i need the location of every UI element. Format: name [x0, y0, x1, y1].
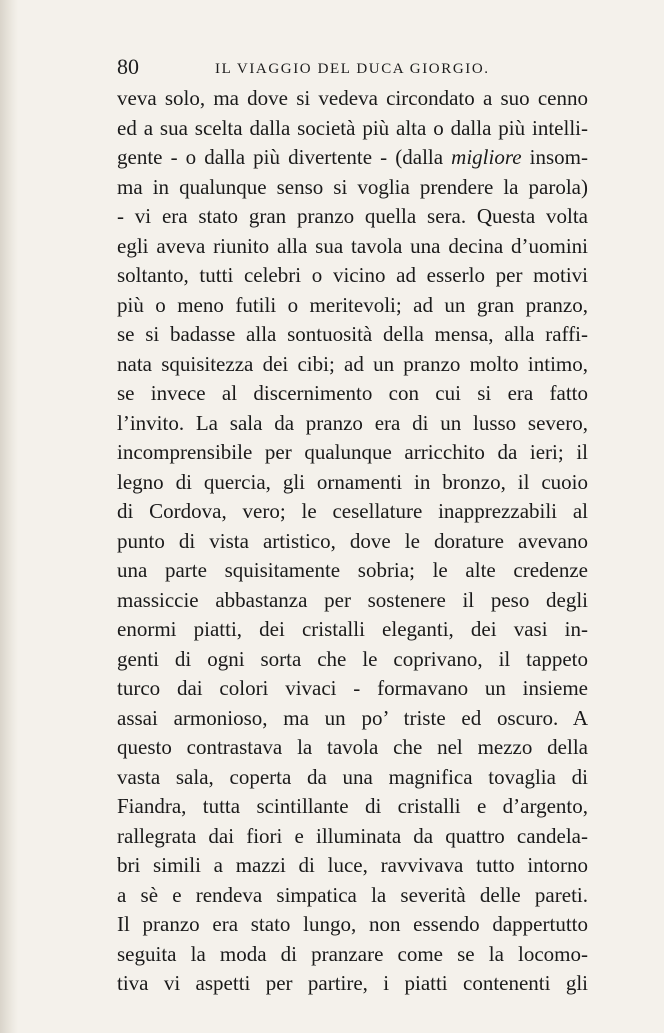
- text-line: vasta sala, coperta da una magnifica tovaglia di: [117, 764, 588, 789]
- text-line: assai armonioso, ma un po’ triste ed oscuro. A: [117, 705, 588, 730]
- text-line: l’invito. La sala da pranzo era di un lusso severo,: [117, 410, 588, 435]
- text-line: una parte squisitamente sobria; le alte credenze: [117, 558, 588, 582]
- page-edge-shadow: [0, 0, 18, 1033]
- text-line: - vi era stato gran pranzo quella sera. Questa volta: [117, 204, 588, 228]
- page-header: [117, 52, 587, 82]
- text-line: Fiandra, tutta scintillante di cristalli e d’argento,: [117, 794, 588, 818]
- text-line: legno di quercia, gli ornamenti in bronzo, il cuoio: [117, 469, 588, 494]
- text-line: a sè e rendeva simpatica la severità delle pareti.: [117, 882, 588, 907]
- text-line: enormi piatti, dei cristalli eleganti, dei vasi in-: [117, 617, 588, 641]
- text-line: Il pranzo era stato lungo, non essendo dappertutto: [117, 912, 588, 936]
- text-line: rallegrata dai fiori e illuminata da quattro candela-: [117, 823, 588, 848]
- text-line: se si badasse alla sontuosità della mensa, alla raffi-: [117, 322, 588, 346]
- text-line: veva solo, ma dove si vedeva circondato a suo cenno: [117, 86, 588, 110]
- page-number: 80: [117, 54, 139, 79]
- text-line: se invece al discernimento con cui si era fatto: [117, 381, 588, 405]
- text-line: nata squisitezza dei cibi; ad un pranzo molto intimo,: [117, 351, 588, 376]
- text-line: seguita la moda di pranzare come se la locomo-: [117, 941, 588, 966]
- italic-word: migliore: [451, 145, 522, 169]
- text-line: tiva vi aspetti per partire, i piatti contenenti gli: [117, 971, 588, 995]
- text-line-italic-word: gente - o dalla più divertente - (dalla migliore insom-: [117, 145, 588, 169]
- text-line: più o meno futili o meritevoli; ad un gran pranzo,: [117, 292, 588, 317]
- text-line: turco dai colori vivaci - formavano un insieme: [117, 676, 588, 700]
- body-text: [117, 84, 588, 999]
- text-line: genti di ogni sorta che le coprivano, il tappeto: [117, 646, 588, 671]
- text-line: questo contrastava la tavola che nel mezzo della: [117, 735, 588, 759]
- text-line: massiccie abbastanza per sostenere il peso degli: [117, 587, 588, 612]
- text-line: bri simili a mazzi di luce, ravvivava tutto intorno: [117, 853, 588, 877]
- text-line: incomprensibile per qualunque arricchito da ieri; il: [117, 440, 588, 464]
- text-line: ma in qualunque senso si voglia prendere la parola): [117, 174, 588, 199]
- text-line: ed a sua scelta dalla società più alta o dalla più intelli-: [117, 115, 588, 140]
- text-line: di Cordova, vero; le cesellature inapprezzabili al: [117, 499, 588, 523]
- running-head: IL VIAGGIO DEL DUCA GIORGIO.: [215, 61, 490, 77]
- text-line: punto di vista artistico, dove le dorature avevano: [117, 528, 588, 553]
- text-line: egli aveva riunito alla sua tavola una decina d’uomini: [117, 233, 588, 258]
- text-line: soltanto, tutti celebri o vicino ad esserlo per motivi: [117, 263, 588, 287]
